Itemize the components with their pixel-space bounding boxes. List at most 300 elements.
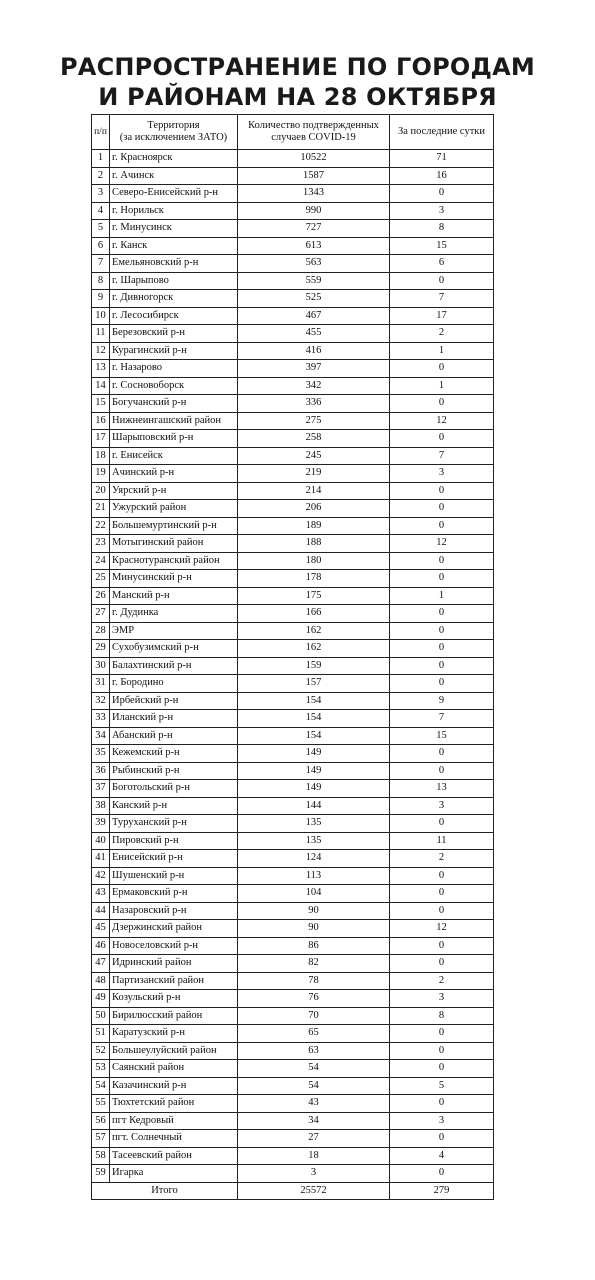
last-day-cases: 0 bbox=[390, 500, 494, 518]
row-number: 9 bbox=[92, 290, 110, 308]
total-cases: 397 bbox=[238, 360, 390, 378]
territory-name: г. Енисейск bbox=[110, 447, 238, 465]
total-cases: 78 bbox=[238, 972, 390, 990]
table-row bbox=[92, 885, 494, 903]
table-row bbox=[92, 745, 494, 763]
last-day-cases: 15 bbox=[390, 727, 494, 745]
table-row bbox=[92, 762, 494, 780]
table-row bbox=[92, 832, 494, 850]
table-body bbox=[92, 150, 494, 1183]
table-row bbox=[92, 867, 494, 885]
total-label: Итого bbox=[92, 1182, 238, 1199]
last-day-cases: 3 bbox=[390, 990, 494, 1008]
total-cases: 149 bbox=[238, 762, 390, 780]
last-day-cases: 0 bbox=[390, 552, 494, 570]
territory-name: Уярский р-н bbox=[110, 482, 238, 500]
total-cases: 18 bbox=[238, 1147, 390, 1165]
row-number: 29 bbox=[92, 640, 110, 658]
total-cases: 467 bbox=[238, 307, 390, 325]
last-day-cases: 0 bbox=[390, 815, 494, 833]
table-row bbox=[92, 202, 494, 220]
table-row bbox=[92, 1077, 494, 1095]
last-day-cases: 0 bbox=[390, 885, 494, 903]
total-cases: 149 bbox=[238, 745, 390, 763]
last-day-cases: 12 bbox=[390, 412, 494, 430]
territory-name: г. Шарыпово bbox=[110, 272, 238, 290]
total-cases: 342 bbox=[238, 377, 390, 395]
table-row bbox=[92, 1130, 494, 1148]
table-row bbox=[92, 307, 494, 325]
table-row bbox=[92, 465, 494, 483]
total-cases: 245 bbox=[238, 447, 390, 465]
total-cases: 3 bbox=[238, 1165, 390, 1183]
total-cases: 162 bbox=[238, 622, 390, 640]
table-row bbox=[92, 850, 494, 868]
last-day-cases: 0 bbox=[390, 622, 494, 640]
territory-name: Идринский район bbox=[110, 955, 238, 973]
table-row bbox=[92, 622, 494, 640]
last-day-cases: 0 bbox=[390, 395, 494, 413]
total-cases: 188 bbox=[238, 535, 390, 553]
territory-name: Назаровский р-н bbox=[110, 902, 238, 920]
row-number: 6 bbox=[92, 237, 110, 255]
row-number: 48 bbox=[92, 972, 110, 990]
last-day-cases: 2 bbox=[390, 325, 494, 343]
table-row bbox=[92, 972, 494, 990]
territory-name: Козульский р-н bbox=[110, 990, 238, 1008]
table-row bbox=[92, 552, 494, 570]
table-row bbox=[92, 412, 494, 430]
territory-name: Рыбинский р-н bbox=[110, 762, 238, 780]
territory-name: Боготольский р-н bbox=[110, 780, 238, 798]
last-day-cases: 0 bbox=[390, 570, 494, 588]
row-number: 47 bbox=[92, 955, 110, 973]
total-cases: 159 bbox=[238, 657, 390, 675]
table-row bbox=[92, 430, 494, 448]
territory-name: Ачинский р-н bbox=[110, 465, 238, 483]
last-day-cases: 0 bbox=[390, 1060, 494, 1078]
last-day-cases: 6 bbox=[390, 255, 494, 273]
territory-name: Большемуртинский р-н bbox=[110, 517, 238, 535]
table-row bbox=[92, 290, 494, 308]
table-row bbox=[92, 255, 494, 273]
table-row bbox=[92, 517, 494, 535]
total-cases: 124 bbox=[238, 850, 390, 868]
territory-name: Большеулуйский район bbox=[110, 1042, 238, 1060]
last-day-cases: 4 bbox=[390, 1147, 494, 1165]
total-cases: 86 bbox=[238, 937, 390, 955]
table-row bbox=[92, 902, 494, 920]
table-row bbox=[92, 920, 494, 938]
row-number: 18 bbox=[92, 447, 110, 465]
total-cases: 54 bbox=[238, 1077, 390, 1095]
total-row bbox=[92, 1182, 494, 1199]
total-cases: 154 bbox=[238, 710, 390, 728]
total-cases-value: 25572 bbox=[238, 1182, 390, 1199]
header-total-line-1: Количество подтвержденных bbox=[248, 120, 379, 131]
total-cases: 104 bbox=[238, 885, 390, 903]
territory-name: Кежемский р-н bbox=[110, 745, 238, 763]
row-number: 31 bbox=[92, 675, 110, 693]
total-cases: 214 bbox=[238, 482, 390, 500]
total-cases: 990 bbox=[238, 202, 390, 220]
last-day-cases: 0 bbox=[390, 482, 494, 500]
row-number: 20 bbox=[92, 482, 110, 500]
last-day-cases: 0 bbox=[390, 955, 494, 973]
row-number: 33 bbox=[92, 710, 110, 728]
last-day-cases: 3 bbox=[390, 797, 494, 815]
row-number: 59 bbox=[92, 1165, 110, 1183]
row-number: 57 bbox=[92, 1130, 110, 1148]
last-day-cases: 0 bbox=[390, 762, 494, 780]
last-day-cases: 0 bbox=[390, 937, 494, 955]
last-day-cases: 0 bbox=[390, 1165, 494, 1183]
table-row bbox=[92, 937, 494, 955]
territory-name: Енисейский р-н bbox=[110, 850, 238, 868]
row-number: 13 bbox=[92, 360, 110, 378]
total-cases: 613 bbox=[238, 237, 390, 255]
table-row bbox=[92, 1112, 494, 1130]
table-row bbox=[92, 587, 494, 605]
total-cases: 90 bbox=[238, 902, 390, 920]
total-cases: 180 bbox=[238, 552, 390, 570]
header-territory bbox=[110, 115, 238, 150]
territory-name: г. Назарово bbox=[110, 360, 238, 378]
territory-name: Туруханский р-н bbox=[110, 815, 238, 833]
total-day-value: 279 bbox=[390, 1182, 494, 1199]
total-cases: 135 bbox=[238, 832, 390, 850]
last-day-cases: 12 bbox=[390, 535, 494, 553]
last-day-cases: 13 bbox=[390, 780, 494, 798]
last-day-cases: 1 bbox=[390, 587, 494, 605]
header-total-cases bbox=[238, 115, 390, 150]
row-number: 27 bbox=[92, 605, 110, 623]
table-row bbox=[92, 500, 494, 518]
table-row bbox=[92, 1060, 494, 1078]
total-cases: 166 bbox=[238, 605, 390, 623]
total-cases: 175 bbox=[238, 587, 390, 605]
territory-name: ЭМР bbox=[110, 622, 238, 640]
territory-name: Дзержинский район bbox=[110, 920, 238, 938]
header-total-line-2: случаев COVID-19 bbox=[271, 132, 356, 143]
total-cases: 65 bbox=[238, 1025, 390, 1043]
header-last-day: За последние сутки bbox=[390, 115, 494, 150]
territory-name: г. Минусинск bbox=[110, 220, 238, 238]
row-number: 35 bbox=[92, 745, 110, 763]
table-row bbox=[92, 1147, 494, 1165]
territory-name: г. Дивногорск bbox=[110, 290, 238, 308]
territory-name: Нижнеингашский район bbox=[110, 412, 238, 430]
table-row bbox=[92, 237, 494, 255]
total-cases: 63 bbox=[238, 1042, 390, 1060]
row-number: 22 bbox=[92, 517, 110, 535]
total-cases: 10522 bbox=[238, 150, 390, 168]
total-cases: 154 bbox=[238, 692, 390, 710]
total-cases: 189 bbox=[238, 517, 390, 535]
row-number: 28 bbox=[92, 622, 110, 640]
total-cases: 76 bbox=[238, 990, 390, 1008]
territory-name: Березовский р-н bbox=[110, 325, 238, 343]
total-cases: 43 bbox=[238, 1095, 390, 1113]
row-number: 54 bbox=[92, 1077, 110, 1095]
row-number: 16 bbox=[92, 412, 110, 430]
total-cases: 82 bbox=[238, 955, 390, 973]
total-cases: 27 bbox=[238, 1130, 390, 1148]
table-row bbox=[92, 692, 494, 710]
table-row bbox=[92, 167, 494, 185]
territory-name: Партизанский район bbox=[110, 972, 238, 990]
last-day-cases: 0 bbox=[390, 867, 494, 885]
row-number: 5 bbox=[92, 220, 110, 238]
row-number: 23 bbox=[92, 535, 110, 553]
last-day-cases: 0 bbox=[390, 640, 494, 658]
territory-name: Казачинский р-н bbox=[110, 1077, 238, 1095]
row-number: 8 bbox=[92, 272, 110, 290]
table-row bbox=[92, 1007, 494, 1025]
title-line-1: РАСПРОСТРАНЕНИЕ ПО ГОРОДАМ bbox=[60, 53, 535, 82]
last-day-cases: 0 bbox=[390, 517, 494, 535]
last-day-cases: 11 bbox=[390, 832, 494, 850]
total-cases: 563 bbox=[238, 255, 390, 273]
page-title bbox=[0, 52, 595, 112]
territory-name: г. Красноярск bbox=[110, 150, 238, 168]
table-row bbox=[92, 797, 494, 815]
last-day-cases: 3 bbox=[390, 465, 494, 483]
total-cases: 525 bbox=[238, 290, 390, 308]
table-row bbox=[92, 395, 494, 413]
table-row bbox=[92, 640, 494, 658]
row-number: 34 bbox=[92, 727, 110, 745]
table-row bbox=[92, 1042, 494, 1060]
table-row bbox=[92, 185, 494, 203]
title-line-2: И РАЙОНАМ НА 28 ОКТЯБРЯ bbox=[98, 83, 497, 112]
territory-name: Шарыповский р-н bbox=[110, 430, 238, 448]
table-row bbox=[92, 605, 494, 623]
last-day-cases: 0 bbox=[390, 745, 494, 763]
last-day-cases: 0 bbox=[390, 605, 494, 623]
territory-name: г. Норильск bbox=[110, 202, 238, 220]
last-day-cases: 7 bbox=[390, 290, 494, 308]
territory-name: Ужурский район bbox=[110, 500, 238, 518]
row-number: 7 bbox=[92, 255, 110, 273]
total-cases: 1587 bbox=[238, 167, 390, 185]
row-number: 26 bbox=[92, 587, 110, 605]
territory-name: Пировский р-н bbox=[110, 832, 238, 850]
total-cases: 162 bbox=[238, 640, 390, 658]
row-number: 4 bbox=[92, 202, 110, 220]
territory-name: Минусинский р-н bbox=[110, 570, 238, 588]
territory-name: пгт. Солнечный bbox=[110, 1130, 238, 1148]
row-number: 21 bbox=[92, 500, 110, 518]
last-day-cases: 8 bbox=[390, 1007, 494, 1025]
territory-name: Сухобузимский р-н bbox=[110, 640, 238, 658]
territory-name: Ермаковский р-н bbox=[110, 885, 238, 903]
row-number: 53 bbox=[92, 1060, 110, 1078]
last-day-cases: 1 bbox=[390, 377, 494, 395]
last-day-cases: 7 bbox=[390, 710, 494, 728]
table-row bbox=[92, 990, 494, 1008]
territory-name: Тюхтетский район bbox=[110, 1095, 238, 1113]
territory-name: г. Лесосибирск bbox=[110, 307, 238, 325]
territory-name: Абанский р-н bbox=[110, 727, 238, 745]
last-day-cases: 9 bbox=[390, 692, 494, 710]
last-day-cases: 2 bbox=[390, 972, 494, 990]
row-number: 19 bbox=[92, 465, 110, 483]
total-cases: 144 bbox=[238, 797, 390, 815]
territory-name: Игарка bbox=[110, 1165, 238, 1183]
row-number: 36 bbox=[92, 762, 110, 780]
covid-cases-table bbox=[91, 114, 494, 1200]
table-row bbox=[92, 150, 494, 168]
territory-name: г. Бородино bbox=[110, 675, 238, 693]
total-cases: 54 bbox=[238, 1060, 390, 1078]
last-day-cases: 71 bbox=[390, 150, 494, 168]
territory-name: г. Дудинка bbox=[110, 605, 238, 623]
territory-name: Саянский район bbox=[110, 1060, 238, 1078]
last-day-cases: 0 bbox=[390, 1025, 494, 1043]
last-day-cases: 0 bbox=[390, 657, 494, 675]
last-day-cases: 7 bbox=[390, 447, 494, 465]
row-number: 46 bbox=[92, 937, 110, 955]
last-day-cases: 17 bbox=[390, 307, 494, 325]
territory-name: г. Ачинск bbox=[110, 167, 238, 185]
territory-name: Мотыгинский район bbox=[110, 535, 238, 553]
last-day-cases: 5 bbox=[390, 1077, 494, 1095]
table-row bbox=[92, 220, 494, 238]
table-row bbox=[92, 727, 494, 745]
last-day-cases: 0 bbox=[390, 1042, 494, 1060]
row-number: 12 bbox=[92, 342, 110, 360]
table-row bbox=[92, 447, 494, 465]
row-number: 49 bbox=[92, 990, 110, 1008]
last-day-cases: 0 bbox=[390, 272, 494, 290]
total-cases: 559 bbox=[238, 272, 390, 290]
table-row bbox=[92, 1095, 494, 1113]
table-row bbox=[92, 675, 494, 693]
row-number: 44 bbox=[92, 902, 110, 920]
total-cases: 90 bbox=[238, 920, 390, 938]
last-day-cases: 15 bbox=[390, 237, 494, 255]
row-number: 25 bbox=[92, 570, 110, 588]
total-cases: 149 bbox=[238, 780, 390, 798]
last-day-cases: 0 bbox=[390, 185, 494, 203]
row-number: 17 bbox=[92, 430, 110, 448]
table-row bbox=[92, 570, 494, 588]
row-number: 10 bbox=[92, 307, 110, 325]
header-territory-line-1: Территория bbox=[147, 120, 200, 131]
territory-name: Каратузский р-н bbox=[110, 1025, 238, 1043]
last-day-cases: 0 bbox=[390, 675, 494, 693]
row-number: 3 bbox=[92, 185, 110, 203]
total-cases: 275 bbox=[238, 412, 390, 430]
row-number: 56 bbox=[92, 1112, 110, 1130]
table-row bbox=[92, 360, 494, 378]
total-cases: 157 bbox=[238, 675, 390, 693]
row-number: 50 bbox=[92, 1007, 110, 1025]
row-number: 38 bbox=[92, 797, 110, 815]
row-number: 41 bbox=[92, 850, 110, 868]
territory-name: Манский р-н bbox=[110, 587, 238, 605]
total-cases: 727 bbox=[238, 220, 390, 238]
last-day-cases: 0 bbox=[390, 1095, 494, 1113]
last-day-cases: 1 bbox=[390, 342, 494, 360]
territory-name: Канский р-н bbox=[110, 797, 238, 815]
header-territory-line-2: (за исключением ЗАТО) bbox=[119, 132, 228, 143]
last-day-cases: 0 bbox=[390, 902, 494, 920]
row-number: 11 bbox=[92, 325, 110, 343]
table-row bbox=[92, 1165, 494, 1183]
table-row bbox=[92, 272, 494, 290]
territory-name: Емельяновский р-н bbox=[110, 255, 238, 273]
total-cases: 154 bbox=[238, 727, 390, 745]
total-cases: 178 bbox=[238, 570, 390, 588]
last-day-cases: 3 bbox=[390, 202, 494, 220]
row-number: 55 bbox=[92, 1095, 110, 1113]
row-number: 15 bbox=[92, 395, 110, 413]
row-number: 43 bbox=[92, 885, 110, 903]
territory-name: Новоселовский р-н bbox=[110, 937, 238, 955]
row-number: 14 bbox=[92, 377, 110, 395]
row-number: 51 bbox=[92, 1025, 110, 1043]
territory-name: Тасеевский район bbox=[110, 1147, 238, 1165]
row-number: 24 bbox=[92, 552, 110, 570]
last-day-cases: 0 bbox=[390, 430, 494, 448]
territory-name: Богучанский р-н bbox=[110, 395, 238, 413]
row-number: 2 bbox=[92, 167, 110, 185]
last-day-cases: 16 bbox=[390, 167, 494, 185]
row-number: 30 bbox=[92, 657, 110, 675]
last-day-cases: 0 bbox=[390, 1130, 494, 1148]
total-cases: 219 bbox=[238, 465, 390, 483]
total-cases: 206 bbox=[238, 500, 390, 518]
row-number: 45 bbox=[92, 920, 110, 938]
table-row bbox=[92, 1025, 494, 1043]
territory-name: пгт Кедровый bbox=[110, 1112, 238, 1130]
table-row bbox=[92, 815, 494, 833]
total-cases: 336 bbox=[238, 395, 390, 413]
row-number: 32 bbox=[92, 692, 110, 710]
last-day-cases: 12 bbox=[390, 920, 494, 938]
territory-name: Балахтинский р-н bbox=[110, 657, 238, 675]
table-header-row bbox=[92, 115, 494, 150]
territory-name: Северо-Енисейский р-н bbox=[110, 185, 238, 203]
territory-name: Ирбейский р-н bbox=[110, 692, 238, 710]
last-day-cases: 8 bbox=[390, 220, 494, 238]
table-row bbox=[92, 342, 494, 360]
table-row bbox=[92, 535, 494, 553]
total-cases: 455 bbox=[238, 325, 390, 343]
territory-name: Курагинский р-н bbox=[110, 342, 238, 360]
row-number: 58 bbox=[92, 1147, 110, 1165]
total-cases: 70 bbox=[238, 1007, 390, 1025]
total-cases: 135 bbox=[238, 815, 390, 833]
last-day-cases: 0 bbox=[390, 360, 494, 378]
table-row bbox=[92, 780, 494, 798]
header-num: п/п bbox=[92, 115, 110, 150]
total-cases: 258 bbox=[238, 430, 390, 448]
total-cases: 1343 bbox=[238, 185, 390, 203]
row-number: 1 bbox=[92, 150, 110, 168]
row-number: 52 bbox=[92, 1042, 110, 1060]
total-cases: 34 bbox=[238, 1112, 390, 1130]
territory-name: г. Сосновоборск bbox=[110, 377, 238, 395]
territory-name: Краснотуранский район bbox=[110, 552, 238, 570]
territory-name: Бирилюсский район bbox=[110, 1007, 238, 1025]
total-cases: 113 bbox=[238, 867, 390, 885]
last-day-cases: 3 bbox=[390, 1112, 494, 1130]
table-row bbox=[92, 482, 494, 500]
row-number: 40 bbox=[92, 832, 110, 850]
